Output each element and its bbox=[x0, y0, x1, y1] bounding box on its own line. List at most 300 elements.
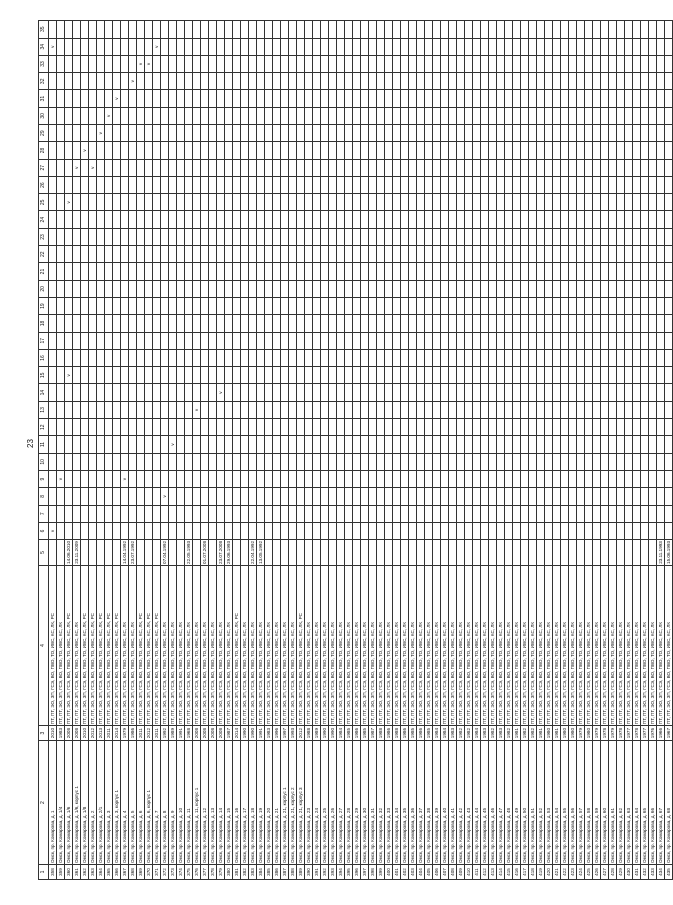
cell-mark bbox=[89, 401, 97, 418]
cell-mark bbox=[73, 21, 81, 39]
cell-mark bbox=[425, 349, 433, 366]
cell-mark bbox=[305, 228, 313, 245]
cell-mark bbox=[81, 38, 89, 55]
cell-number: 368 bbox=[129, 865, 137, 880]
cell-mark bbox=[633, 263, 641, 280]
cell-mark bbox=[457, 176, 465, 193]
cell-mark bbox=[337, 505, 345, 522]
cell-mark bbox=[457, 21, 465, 39]
cell-mark bbox=[257, 21, 265, 39]
cell-mark bbox=[513, 419, 521, 436]
cell-mark bbox=[393, 21, 401, 39]
cell-mark bbox=[145, 488, 153, 505]
cell-mark bbox=[361, 401, 369, 418]
cell-mark bbox=[569, 142, 577, 159]
cell-mark bbox=[217, 125, 225, 142]
cell-mark bbox=[393, 315, 401, 332]
cell-mark bbox=[657, 125, 665, 142]
table-row bbox=[521, 21, 529, 880]
cell-mark bbox=[385, 522, 393, 539]
table-row bbox=[577, 21, 585, 880]
cell-mark bbox=[241, 401, 249, 418]
cell-mark bbox=[65, 453, 73, 470]
cell-mark bbox=[537, 246, 545, 263]
cell-mark bbox=[449, 436, 457, 453]
cell-mark bbox=[201, 228, 209, 245]
cell-mark bbox=[353, 142, 361, 159]
cell-mark bbox=[297, 55, 305, 72]
cell-mark bbox=[353, 263, 361, 280]
cell-address: Омск, пр. Комарова, д. 60 bbox=[601, 741, 609, 865]
cell-mark bbox=[441, 159, 449, 176]
cell-mark bbox=[89, 211, 97, 228]
cell-mark bbox=[49, 159, 57, 176]
cell-mark bbox=[385, 419, 393, 436]
cell-mark bbox=[241, 159, 249, 176]
cell-mark bbox=[289, 125, 297, 142]
cell-mark bbox=[89, 315, 97, 332]
cell-year: 1987 bbox=[369, 726, 377, 741]
cell-mark bbox=[249, 470, 257, 487]
cell-mark bbox=[209, 522, 217, 539]
cell-mark bbox=[393, 228, 401, 245]
cell-mark bbox=[169, 228, 177, 245]
cell-mark bbox=[345, 505, 353, 522]
rotated-register bbox=[38, 20, 671, 880]
cell-number: 405 bbox=[425, 865, 433, 880]
cell-work-list: ПТ, ПТ, ЭО, ЗП, ГСЭ, ВО, ПВО, ТО, ИВС, КС, ЛК, РС bbox=[89, 565, 97, 725]
cell-number: 396 bbox=[353, 865, 361, 880]
cell-mark bbox=[257, 505, 265, 522]
cell-mark bbox=[361, 38, 369, 55]
table-row bbox=[329, 21, 337, 880]
cell-mark bbox=[601, 297, 609, 314]
cell-mark bbox=[281, 228, 289, 245]
cell-mark bbox=[417, 436, 425, 453]
cell-mark bbox=[561, 90, 569, 107]
cell-mark bbox=[513, 176, 521, 193]
cell-mark bbox=[329, 107, 337, 124]
cell-mark bbox=[121, 384, 129, 401]
cell-mark bbox=[145, 73, 153, 90]
cell-mark bbox=[153, 436, 161, 453]
cell-mark bbox=[409, 505, 417, 522]
cell-mark bbox=[441, 228, 449, 245]
cell-mark bbox=[609, 315, 617, 332]
cell-mark bbox=[537, 436, 545, 453]
cell-mark bbox=[89, 228, 97, 245]
cell-mark bbox=[425, 419, 433, 436]
table-row bbox=[249, 21, 257, 880]
cell-mark bbox=[449, 176, 457, 193]
cell-mark bbox=[337, 38, 345, 55]
cell-mark bbox=[281, 142, 289, 159]
cell-mark bbox=[177, 453, 185, 470]
cell-mark bbox=[401, 349, 409, 366]
cell-mark bbox=[625, 488, 633, 505]
cell-mark bbox=[65, 90, 73, 107]
cell-mark bbox=[201, 125, 209, 142]
cell-mark bbox=[161, 367, 169, 384]
cell-mark bbox=[449, 315, 457, 332]
cell-mark bbox=[441, 280, 449, 297]
cell-mark bbox=[569, 246, 577, 263]
cell-mark bbox=[641, 21, 649, 39]
cell-mark bbox=[401, 246, 409, 263]
cell-mark bbox=[457, 211, 465, 228]
cell-mark bbox=[265, 125, 273, 142]
cell-year: 1967 bbox=[665, 726, 673, 741]
cell-mark bbox=[409, 522, 417, 539]
cell-mark bbox=[273, 522, 281, 539]
cell-mark bbox=[241, 315, 249, 332]
cell-mark bbox=[329, 280, 337, 297]
cell-mark bbox=[657, 367, 665, 384]
cell-mark bbox=[81, 384, 89, 401]
cell-mark bbox=[305, 246, 313, 263]
cell-mark bbox=[417, 332, 425, 349]
cell-address: Омск, пр. Комарова, д. 15 bbox=[225, 741, 233, 865]
cell-mark bbox=[289, 280, 297, 297]
header-cell-col: 32 bbox=[39, 73, 49, 90]
table-row bbox=[601, 21, 609, 880]
cell-mark bbox=[377, 332, 385, 349]
table-row bbox=[105, 21, 113, 880]
cell-mark bbox=[665, 453, 673, 470]
cell-mark bbox=[321, 90, 329, 107]
cell-mark bbox=[665, 436, 673, 453]
cell-mark bbox=[569, 505, 577, 522]
cell-mark bbox=[521, 194, 529, 211]
cell-mark bbox=[529, 332, 537, 349]
cell-mark bbox=[249, 211, 257, 228]
cell-mark bbox=[585, 246, 593, 263]
cell-mark bbox=[97, 297, 105, 314]
cell-mark bbox=[281, 55, 289, 72]
cell-mark bbox=[513, 384, 521, 401]
cell-mark bbox=[57, 367, 65, 384]
cell-mark bbox=[449, 90, 457, 107]
cell-mark bbox=[473, 21, 481, 39]
cell-mark bbox=[489, 194, 497, 211]
cell-year: 1977 bbox=[625, 726, 633, 741]
cell-mark bbox=[289, 55, 297, 72]
cell-mark bbox=[489, 315, 497, 332]
cell-mark bbox=[105, 470, 113, 487]
cell-mark bbox=[441, 194, 449, 211]
table-row bbox=[217, 21, 225, 880]
cell-mark bbox=[401, 436, 409, 453]
cell-mark bbox=[145, 159, 153, 176]
cell-mark bbox=[169, 453, 177, 470]
cell-mark bbox=[225, 419, 233, 436]
cell-mark bbox=[593, 228, 601, 245]
cell-mark bbox=[465, 349, 473, 366]
cell-mark bbox=[169, 194, 177, 211]
cell-mark bbox=[73, 90, 81, 107]
cell-mark bbox=[265, 159, 273, 176]
cell-mark bbox=[297, 194, 305, 211]
cell-address: Омск, пр. Комарова, д. 11, корпус 1 bbox=[193, 741, 201, 865]
cell-mark bbox=[649, 505, 657, 522]
cell-mark bbox=[409, 401, 417, 418]
cell-mark bbox=[129, 125, 137, 142]
cell-mark bbox=[465, 470, 473, 487]
cell-mark bbox=[449, 419, 457, 436]
cell-mark bbox=[81, 280, 89, 297]
cell-mark bbox=[545, 263, 553, 280]
cell-mark bbox=[561, 349, 569, 366]
cell-mark bbox=[657, 38, 665, 55]
cell-mark bbox=[473, 280, 481, 297]
cell-mark bbox=[505, 246, 513, 263]
cell-mark: v bbox=[129, 73, 137, 90]
cell-mark bbox=[409, 349, 417, 366]
cell-mark bbox=[49, 228, 57, 245]
cell-mark bbox=[193, 194, 201, 211]
cell-mark bbox=[217, 419, 225, 436]
cell-work-list: ПТ, ПТ, ЭО, ЗП, ГСЭ, ВО, ПВО, ТО, ИВС, КС, ЛК bbox=[337, 565, 345, 725]
cell-mark bbox=[297, 38, 305, 55]
cell-mark bbox=[521, 125, 529, 142]
cell-mark bbox=[425, 73, 433, 90]
cell-mark bbox=[225, 55, 233, 72]
cell-mark bbox=[521, 488, 529, 505]
cell-mark bbox=[553, 90, 561, 107]
cell-mark bbox=[201, 55, 209, 72]
cell-mark bbox=[385, 505, 393, 522]
cell-mark bbox=[585, 505, 593, 522]
cell-mark bbox=[577, 246, 585, 263]
cell-mark bbox=[137, 228, 145, 245]
cell-mark bbox=[305, 55, 313, 72]
cell-mark bbox=[361, 228, 369, 245]
cell-mark bbox=[289, 453, 297, 470]
cell-mark bbox=[273, 228, 281, 245]
cell-mark bbox=[369, 401, 377, 418]
cell-mark bbox=[617, 38, 625, 55]
cell-mark bbox=[249, 522, 257, 539]
cell-mark bbox=[345, 315, 353, 332]
cell-mark bbox=[577, 38, 585, 55]
cell-year: 1989 bbox=[169, 726, 177, 741]
cell-mark bbox=[609, 349, 617, 366]
cell-mark bbox=[265, 315, 273, 332]
cell-mark bbox=[513, 90, 521, 107]
cell-mark bbox=[473, 419, 481, 436]
cell-mark bbox=[297, 332, 305, 349]
cell-mark bbox=[169, 21, 177, 39]
cell-mark bbox=[465, 436, 473, 453]
cell-mark bbox=[489, 176, 497, 193]
cell-year: 1977 bbox=[641, 726, 649, 741]
cell-mark bbox=[177, 470, 185, 487]
cell-mark bbox=[265, 488, 273, 505]
cell-mark bbox=[457, 194, 465, 211]
cell-year: 2012 bbox=[145, 726, 153, 741]
cell-mark bbox=[665, 55, 673, 72]
cell-mark bbox=[657, 488, 665, 505]
cell-mark bbox=[601, 194, 609, 211]
cell-mark bbox=[665, 125, 673, 142]
cell-mark bbox=[657, 246, 665, 263]
cell-mark bbox=[409, 419, 417, 436]
cell-mark bbox=[353, 55, 361, 72]
cell-number: 434 bbox=[657, 865, 665, 880]
cell-mark bbox=[577, 349, 585, 366]
cell-mark bbox=[537, 194, 545, 211]
cell-mark bbox=[97, 384, 105, 401]
cell-mark bbox=[337, 55, 345, 72]
cell-mark bbox=[329, 246, 337, 263]
cell-mark bbox=[369, 280, 377, 297]
cell-mark bbox=[657, 505, 665, 522]
cell-mark bbox=[457, 228, 465, 245]
cell-mark bbox=[281, 436, 289, 453]
cell-mark bbox=[465, 419, 473, 436]
cell-mark bbox=[425, 280, 433, 297]
cell-mark bbox=[473, 159, 481, 176]
cell-mark bbox=[241, 228, 249, 245]
cell-mark bbox=[617, 488, 625, 505]
cell-year: 1984 bbox=[441, 726, 449, 741]
cell-mark bbox=[465, 228, 473, 245]
cell-mark bbox=[113, 367, 121, 384]
cell-mark bbox=[577, 107, 585, 124]
cell-work-list: ПТ, ПТ, ЭО, ЗП, ГСЭ, ВО, ПВО, ТО, ИВС, КС, ЛК bbox=[225, 565, 233, 725]
table-row bbox=[289, 21, 297, 880]
cell-mark bbox=[593, 55, 601, 72]
cell-mark bbox=[89, 142, 97, 159]
cell-mark bbox=[609, 488, 617, 505]
cell-mark bbox=[529, 297, 537, 314]
cell-mark bbox=[441, 522, 449, 539]
cell-date bbox=[265, 540, 273, 566]
cell-mark bbox=[273, 470, 281, 487]
cell-mark bbox=[209, 401, 217, 418]
cell-date bbox=[393, 540, 401, 566]
cell-work-list: ПТ, ПТ, ЭО, ЗП, ГСЭ, ВО, ПВО, ТО, ИВС, КС, ЛК bbox=[169, 565, 177, 725]
cell-address: Омск, пр. Комарова, д. 48 bbox=[505, 741, 513, 865]
cell-mark bbox=[257, 297, 265, 314]
cell-mark bbox=[449, 401, 457, 418]
cell-mark bbox=[401, 280, 409, 297]
header-cell-col: 9 bbox=[39, 470, 49, 487]
cell-mark bbox=[169, 107, 177, 124]
cell-mark bbox=[481, 211, 489, 228]
cell-mark bbox=[217, 488, 225, 505]
page-number: 23 bbox=[26, 439, 35, 448]
cell-mark bbox=[401, 522, 409, 539]
cell-mark bbox=[417, 90, 425, 107]
cell-mark bbox=[377, 159, 385, 176]
cell-mark bbox=[161, 38, 169, 55]
cell-mark bbox=[137, 38, 145, 55]
table-row bbox=[177, 21, 185, 880]
cell-mark bbox=[233, 453, 241, 470]
cell-mark bbox=[593, 194, 601, 211]
header-cell-col: 7 bbox=[39, 505, 49, 522]
cell-mark bbox=[401, 505, 409, 522]
cell-mark bbox=[105, 332, 113, 349]
cell-mark bbox=[297, 263, 305, 280]
cell-mark bbox=[561, 436, 569, 453]
cell-mark bbox=[561, 55, 569, 72]
cell-mark bbox=[529, 107, 537, 124]
cell-mark bbox=[289, 470, 297, 487]
cell-number: 367 bbox=[121, 865, 129, 880]
cell-mark bbox=[537, 176, 545, 193]
cell-mark bbox=[481, 419, 489, 436]
cell-mark bbox=[89, 125, 97, 142]
cell-mark bbox=[545, 246, 553, 263]
cell-mark bbox=[441, 488, 449, 505]
cell-mark bbox=[241, 246, 249, 263]
cell-mark bbox=[105, 55, 113, 72]
cell-mark bbox=[257, 280, 265, 297]
cell-mark bbox=[657, 470, 665, 487]
cell-mark bbox=[425, 90, 433, 107]
cell-mark bbox=[617, 263, 625, 280]
cell-mark bbox=[545, 505, 553, 522]
cell-work-list: ПТ, ПТ, ЭО, ЗП, ГСЭ, ВО, ПВО, ТО, ИВС, КС, ЛК bbox=[617, 565, 625, 725]
cell-mark bbox=[145, 384, 153, 401]
cell-mark bbox=[425, 401, 433, 418]
cell-mark bbox=[137, 142, 145, 159]
cell-mark bbox=[433, 315, 441, 332]
cell-number: 412 bbox=[481, 865, 489, 880]
cell-mark bbox=[297, 401, 305, 418]
cell-mark bbox=[537, 38, 545, 55]
cell-mark bbox=[497, 176, 505, 193]
cell-mark bbox=[225, 436, 233, 453]
cell-year: 2008 bbox=[209, 726, 217, 741]
cell-mark bbox=[561, 194, 569, 211]
cell-mark bbox=[193, 453, 201, 470]
cell-mark bbox=[537, 107, 545, 124]
cell-mark bbox=[441, 125, 449, 142]
cell-mark bbox=[385, 228, 393, 245]
cell-mark bbox=[281, 367, 289, 384]
cell-mark bbox=[49, 55, 57, 72]
cell-mark bbox=[593, 211, 601, 228]
table-row bbox=[537, 21, 545, 880]
table-row bbox=[313, 21, 321, 880]
cell-mark bbox=[241, 419, 249, 436]
cell-mark bbox=[521, 401, 529, 418]
cell-mark bbox=[273, 107, 281, 124]
cell-mark bbox=[553, 315, 561, 332]
cell-mark bbox=[425, 367, 433, 384]
cell-mark bbox=[329, 453, 337, 470]
cell-mark bbox=[377, 488, 385, 505]
cell-mark bbox=[161, 176, 169, 193]
cell-year: 1985 bbox=[409, 726, 417, 741]
cell-mark bbox=[289, 522, 297, 539]
cell-mark bbox=[81, 55, 89, 72]
cell-year: 1983 bbox=[481, 726, 489, 741]
cell-mark bbox=[553, 280, 561, 297]
cell-number: 398 bbox=[369, 865, 377, 880]
cell-number: 358 bbox=[49, 865, 57, 880]
cell-number: 425 bbox=[585, 865, 593, 880]
cell-mark bbox=[89, 419, 97, 436]
cell-mark bbox=[321, 384, 329, 401]
cell-mark bbox=[57, 107, 65, 124]
cell-mark bbox=[193, 142, 201, 159]
cell-mark bbox=[153, 488, 161, 505]
cell-mark bbox=[81, 453, 89, 470]
